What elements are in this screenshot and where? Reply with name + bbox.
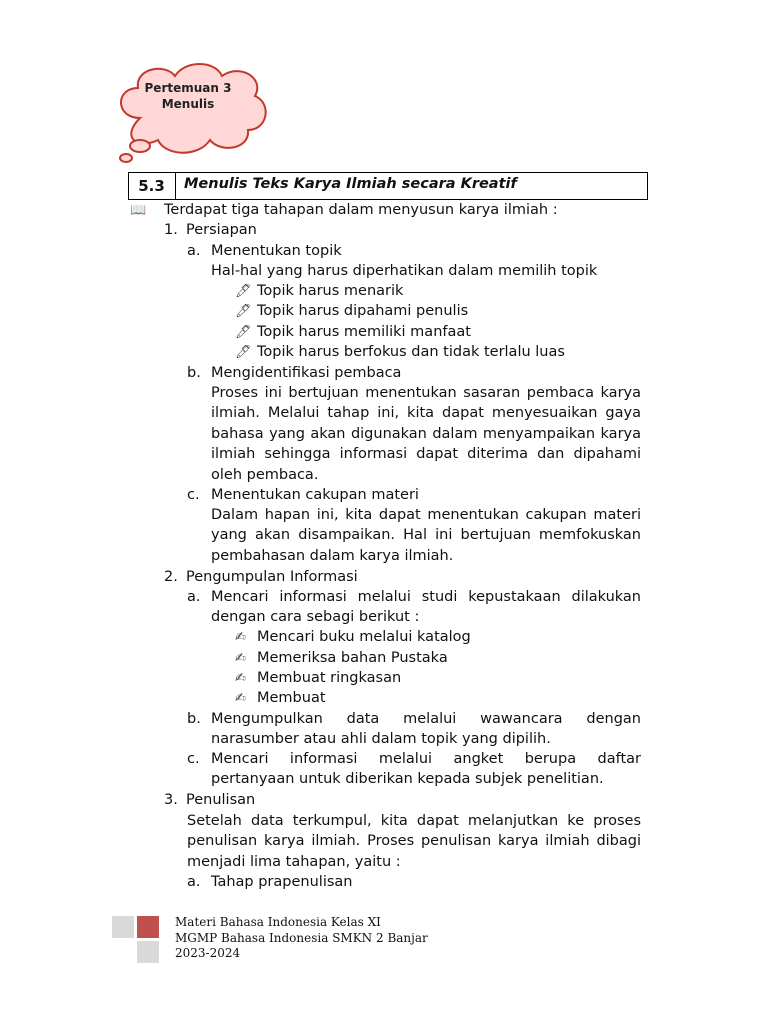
s2a-desc: Mencari informasi melalui studi kepustakaan dilakukan dengan cara sebagi berikut :	[211, 589, 641, 626]
cloud-label	[128, 80, 248, 112]
list-item: 🖊 Topik harus dipahami penulis	[235, 301, 468, 322]
s1c-heading: c. Menentukan cakupan materi	[187, 487, 419, 503]
pen-icon: 🖊	[235, 325, 252, 340]
s1a-desc: Hal-hal yang harus diperhatikan dalam memilih topik	[211, 263, 598, 279]
writing-hand-icon: ✍	[235, 630, 246, 645]
s2b-desc: Mengumpulkan data melalui wawancara dengan narasumber atau ahli dalam topik yang dipilih.	[211, 711, 641, 748]
writing-hand-icon: ✍	[235, 671, 246, 686]
list-item: ✍ Mencari buku melalui katalog	[235, 627, 471, 648]
cloud-line2: Menulis	[161, 97, 215, 111]
list-item: 🖊 Topik harus memiliki manfaat	[235, 322, 471, 343]
list-item: ✍ Memeriksa bahan Pustaka	[235, 648, 448, 669]
cloud-line1: Pertemuan 3	[144, 81, 232, 95]
footer-line2: MGMP Bahasa Indonesia SMKN 2 Banjar	[175, 930, 428, 945]
section-title: Menulis Teks Karya Ilmiah secara Kreatif	[184, 176, 517, 192]
s1a-heading: a. Menentukan topik	[187, 243, 342, 259]
list-item: 🖊 Topik harus berfokus dan tidak terlalu luas	[235, 342, 565, 363]
s1-heading: 1. Persiapan	[164, 222, 257, 238]
writing-hand-icon: ✍	[235, 651, 246, 666]
pen-icon: 🖊	[235, 284, 252, 299]
s1b-heading: b. Mengidentifikasi pembaca	[187, 365, 402, 381]
s3a-heading: a. Tahap prapenulisan	[187, 874, 353, 890]
pen-icon: 🖊	[235, 304, 252, 319]
footer-line3: 2023-2024	[175, 946, 241, 960]
s1c-desc: Dalam hapan ini, kita dapat menentukan cakupan materi yang akan disampaikan. Hal ini bertujuan memfokuskan pembahasan dalam karya ilmiah.	[211, 507, 641, 564]
s2-heading: 2. Pengumpulan Informasi	[164, 569, 358, 585]
s1b-desc: Proses ini bertujuan menentukan sasaran pembaca karya ilmiah. Melalui tahap ini, kita dapat menyesuaikan gaya bahasa yang akan digunakan dalam menyampaikan karya ilmiah sehingga informasi dapat diterima dan dipahami oleh pembaca.	[211, 385, 641, 483]
intro-text: Terdapat tiga tahapan dalam menyusun karya ilmiah :	[164, 202, 558, 218]
footer-line1: Materi Bahasa Indonesia Kelas XI	[175, 915, 381, 929]
s3-desc: Setelah data terkumpul, kita dapat melanjutkan ke proses penulisan karya ilmiah. Proses penulisan karya ilmiah dibagi menjadi lima tahapan, yaitu :	[187, 813, 641, 870]
cloud-shape	[110, 58, 270, 168]
book-icon: 📖	[130, 203, 147, 218]
s2a-label: a.	[187, 589, 201, 605]
writing-hand-icon: ✍	[235, 691, 246, 706]
list-item: ✍ Membuat ringkasan	[235, 668, 401, 689]
s2b-label: b.	[187, 711, 201, 727]
section-number: 5.3	[128, 172, 176, 200]
pen-icon: 🖊	[235, 345, 252, 360]
list-item: ✍ Membuat	[235, 688, 326, 709]
s2c-desc: Mencari informasi melalui angket berupa daftar pertanyaan untuk diberikan kepada subjek penelitian.	[211, 751, 641, 788]
s2c-label: c.	[187, 751, 200, 767]
footer-text	[175, 915, 428, 962]
list-item: 🖊 Topik harus menarik	[235, 281, 403, 302]
s3-heading: 3. Penulisan	[164, 792, 256, 808]
intro-line	[130, 200, 558, 221]
